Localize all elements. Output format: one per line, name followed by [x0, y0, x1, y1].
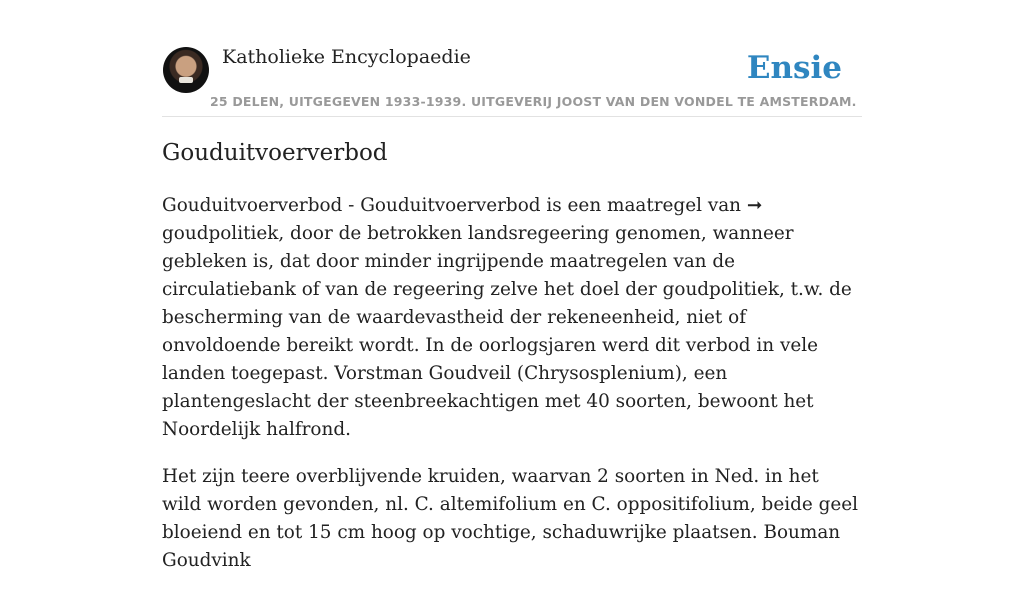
article-title: Gouduitvoerverbod	[162, 140, 388, 166]
ensie-logo[interactable]: Ensie	[746, 50, 842, 86]
article-paragraph: Gouduitvoerverbod - Gouduitvoerverbod is een maatregel van ➞ goudpolitiek, door de betrokken landsregeering genomen, wanneer gebleken is, dat door minder ingrijpende maatregelen van de circulatiebank of van de regeering zelve het doel der goudpolitiek, t.w. de bescherming van de waardevastheid der rekeneenheid, niet of onvoldoende bereikt wordt. In de oorlogsjaren werd dit verbod in vele landen toegepast. Vorstman Goudveil (Chrysosplenium), een plantengeslacht der steenbreekachtigen met 40 soorten, bewoont het Noordelijk halfrond.	[162, 195, 852, 440]
portrait-avatar-icon[interactable]	[163, 47, 209, 93]
header	[162, 40, 862, 117]
article-paragraph: Het zijn teere overblijvende kruiden, waarvan 2 soorten in Ned. in het wild worden gevonden, nl. C. altemifolium en C. oppositifolium, beide geel bloeiend en tot 15 cm hoog op vochtige, schaduwrijke plaatsen. Bouman Goudvink	[162, 466, 859, 571]
article-content	[162, 192, 862, 594]
book-subtitle: 25 DELEN, UITGEGEVEN 1933-1939. UITGEVERIJ JOOST VAN DEN VONDEL TE AMSTERDAM.	[210, 94, 857, 109]
book-title-link[interactable]: Katholieke Encyclopaedie	[222, 46, 471, 68]
